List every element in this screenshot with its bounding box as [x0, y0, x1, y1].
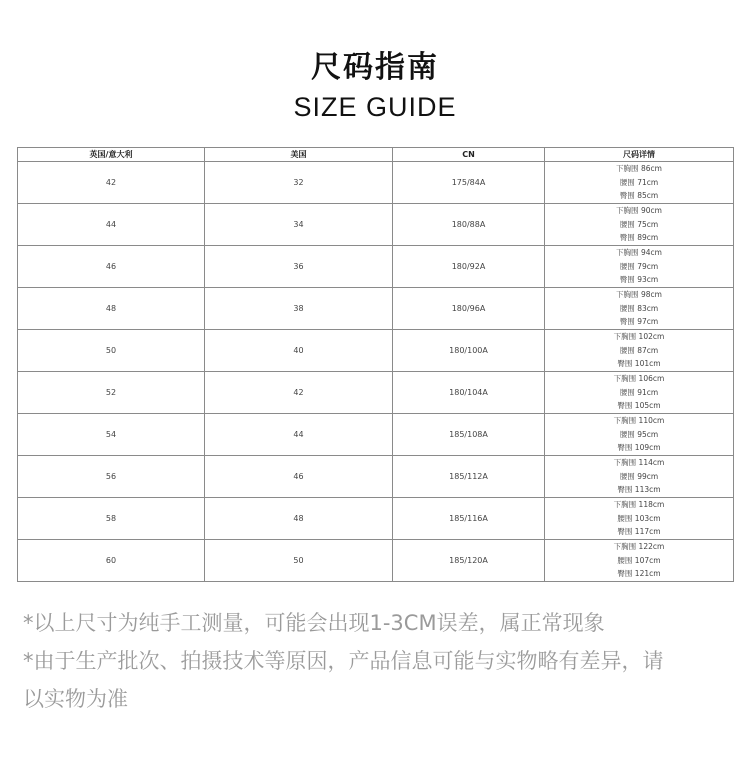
cell-us: 32: [205, 162, 393, 204]
cell-cn: 175/84A: [393, 162, 545, 204]
cell-cn: 180/92A: [393, 246, 545, 288]
cell-details: [545, 162, 734, 204]
table-row: [18, 540, 734, 582]
detail-underbust: 下胸围 110cm: [613, 416, 665, 426]
note-product-variance-continued: 以实物为准: [23, 687, 128, 711]
cell-uk-it: 54: [18, 414, 205, 456]
cell-us: 42: [205, 372, 393, 414]
detail-hip: 臀围 105cm: [617, 401, 661, 411]
table-row: [18, 330, 734, 372]
detail-underbust: 下胸围 122cm: [613, 542, 665, 552]
note-measurement-error: *以上尺寸为纯手工测量，可能会出现1-3CM误差，属正常现象: [23, 611, 605, 635]
detail-waist: 腰围 99cm: [619, 471, 659, 481]
title-en: SIZE GUIDE: [293, 92, 457, 122]
cell-us: 48: [205, 498, 393, 540]
table-row: [18, 372, 734, 414]
cell-details: [545, 330, 734, 372]
cell-us: 34: [205, 204, 393, 246]
cell-details: [545, 498, 734, 540]
cell-uk-it: 56: [18, 456, 205, 498]
note-product-variance: *由于生产批次、拍摄技术等原因，产品信息可能与实物略有差异，请: [23, 649, 664, 673]
table-row: [18, 288, 734, 330]
detail-hip: 臀围 93cm: [619, 275, 659, 285]
cell-details: [545, 414, 734, 456]
cell-uk-it: 52: [18, 372, 205, 414]
detail-waist: 腰围 71cm: [619, 177, 659, 187]
cell-details: [545, 540, 734, 582]
cell-cn: 185/108A: [393, 414, 545, 456]
cell-us: 46: [205, 456, 393, 498]
cell-uk-it: 50: [18, 330, 205, 372]
cell-uk-it: 46: [18, 246, 205, 288]
table-row: [18, 456, 734, 498]
detail-waist: 腰围 79cm: [619, 261, 659, 271]
cell-uk-it: 58: [18, 498, 205, 540]
cell-details: [545, 372, 734, 414]
detail-underbust: 下胸围 114cm: [613, 458, 665, 468]
cell-us: 40: [205, 330, 393, 372]
detail-waist: 腰围 91cm: [619, 387, 659, 397]
cell-us: 38: [205, 288, 393, 330]
detail-hip: 臀围 85cm: [619, 191, 659, 201]
column-header-us: 美国: [205, 148, 393, 162]
detail-waist: 腰围 103cm: [617, 513, 661, 523]
detail-underbust: 下胸围 90cm: [616, 206, 662, 216]
cell-cn: 185/112A: [393, 456, 545, 498]
cell-cn: 185/116A: [393, 498, 545, 540]
detail-hip: 臀围 89cm: [619, 233, 659, 243]
cell-details: [545, 204, 734, 246]
detail-underbust: 下胸围 86cm: [616, 164, 662, 174]
cell-cn: 180/88A: [393, 204, 545, 246]
table-header-row: [18, 148, 734, 162]
detail-underbust: 下胸围 94cm: [616, 248, 662, 258]
cell-us: 44: [205, 414, 393, 456]
cell-cn: 185/120A: [393, 540, 545, 582]
cell-cn: 180/104A: [393, 372, 545, 414]
cell-cn: 180/96A: [393, 288, 545, 330]
column-header-uk-it: 英国/意大利: [18, 148, 205, 162]
cell-us: 36: [205, 246, 393, 288]
detail-hip: 臀围 117cm: [617, 527, 661, 537]
cell-details: [545, 288, 734, 330]
cell-uk-it: 60: [18, 540, 205, 582]
detail-hip: 臀围 113cm: [617, 485, 661, 495]
column-header-details: 尺码详情: [545, 148, 734, 162]
table-row: [18, 246, 734, 288]
detail-hip: 臀围 121cm: [617, 569, 661, 579]
detail-waist: 腰围 75cm: [619, 219, 659, 229]
title-cn: 尺码指南: [311, 50, 439, 85]
cell-uk-it: 42: [18, 162, 205, 204]
detail-waist: 腰围 87cm: [619, 345, 659, 355]
table-row: [18, 204, 734, 246]
size-table: [17, 147, 734, 582]
cell-details: [545, 456, 734, 498]
column-header-cn: CN: [393, 148, 545, 162]
detail-waist: 腰围 95cm: [619, 429, 659, 439]
detail-underbust: 下胸围 102cm: [613, 332, 665, 342]
cell-uk-it: 48: [18, 288, 205, 330]
detail-underbust: 下胸围 118cm: [613, 500, 665, 510]
detail-underbust: 下胸围 106cm: [613, 374, 665, 384]
detail-hip: 臀围 97cm: [619, 317, 659, 327]
table-row: [18, 498, 734, 540]
detail-hip: 臀围 109cm: [617, 443, 661, 453]
cell-uk-it: 44: [18, 204, 205, 246]
notes-block: [23, 604, 728, 718]
table-row: [18, 414, 734, 456]
table-row: [18, 162, 734, 204]
detail-hip: 臀围 101cm: [617, 359, 661, 369]
cell-details: [545, 246, 734, 288]
detail-waist: 腰围 83cm: [619, 303, 659, 313]
detail-underbust: 下胸围 98cm: [616, 290, 662, 300]
cell-cn: 180/100A: [393, 330, 545, 372]
cell-us: 50: [205, 540, 393, 582]
detail-waist: 腰围 107cm: [617, 555, 661, 565]
